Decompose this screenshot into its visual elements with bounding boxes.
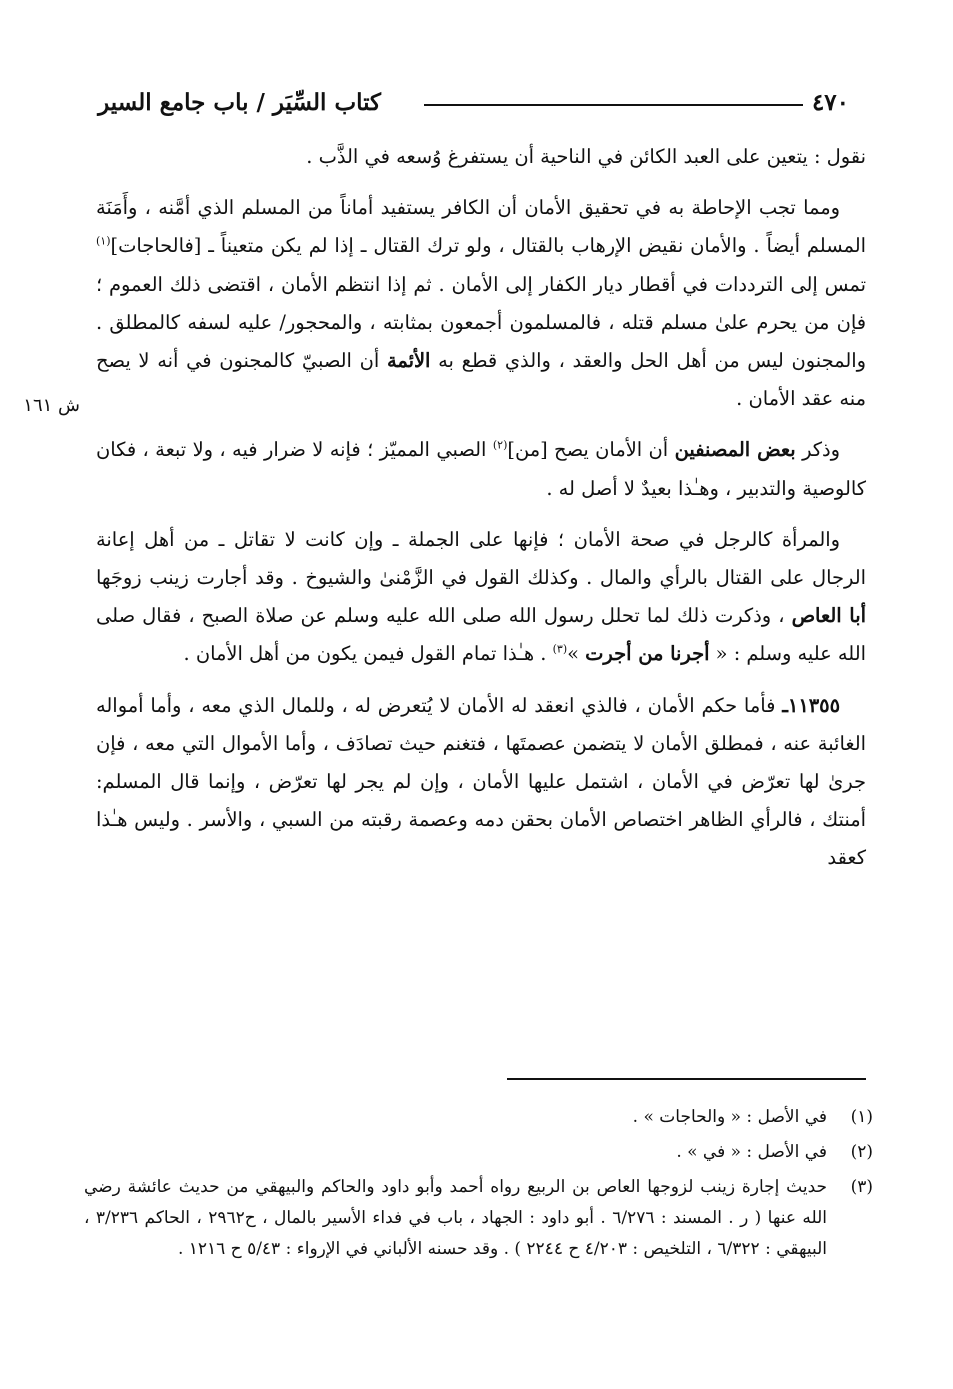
footnote-text: حديث إجارة زينب لزوجها العاص بن الربيع رواه أحمد وأبو داود والحاكم والبيهقي من حديث عائشة رضي الله عنها ( ر . المسند : ٦/٢٧٦ . أبو داود : الجهاد ، باب في فداء الأسير بالمال ، ح٢٩٦٢ ، الحاكم ٣/٢٣٦ ، البيهقي : ٦/٣٢٢ ، التلخيص : ٤/٢٠٣ ح ٢٢٤٤ ) . وقد حسنه الألباني في الإرواء : ٥/٤٣ ح ١٢١٦ .: [84, 1177, 828, 1259]
paragraph-5: [96, 687, 866, 878]
paragraph-2-text-a: ومما تجب الإحاطة به في تحقيق الأمان أن الكافر يستفيد أماناً من المسلم الذي أمَّنه ، وأَمَنَة المسلم أيضاً . والأمان نقيض الإرهاب بالقتال ، ولو ترك القتال ـ إذا لم يكن متعيناً ـ [فالحاجات]: [96, 196, 866, 258]
footnote-ref-3[interactable]: (٣): [552, 642, 568, 656]
page-number: ٤٧٠: [811, 89, 849, 116]
header-rule: [424, 104, 803, 106]
footnote-2: [84, 1137, 873, 1168]
footnote-text: في الأصل : « والحاجات » .: [632, 1107, 827, 1127]
footnote-number: (٣): [850, 1177, 873, 1197]
footnote-number: (١): [850, 1107, 873, 1127]
footnote-ref-1[interactable]: (١): [96, 234, 111, 248]
footnote-ref-2[interactable]: (٢): [492, 438, 508, 452]
paragraph-4-text-a: والمرأة كالرجل في صحة الأمان ؛ فإنها على الجملة ـ وإن كانت لا تقاتل ـ من أهل إعانة الرجال على القتال بالرأي والمال . وكذلك القول في الزَّمْنىٰ والشيوخ . وقد أجارت زينب زوجَها: [96, 527, 866, 590]
paragraph-4-bold-1: أبا العاص: [791, 604, 866, 628]
running-header: [84, 86, 849, 126]
paragraph-4-bold-2: أجرنا من أجرت: [585, 642, 710, 666]
paragraph-1: [96, 138, 866, 176]
paragraph-2-bold: الأئمة: [386, 349, 431, 373]
footnote-number: (٢): [850, 1142, 873, 1162]
paragraph-4: [96, 521, 866, 674]
header-title: كتاب السِّيَر / باب جامع السير: [98, 89, 381, 116]
main-text: [96, 138, 866, 891]
paragraph-4-text-d: . هـٰذا تمام القول فيمن يكون من أهل الأمان .: [183, 642, 553, 666]
paragraph-3-text-a: وذكر: [795, 438, 840, 462]
paragraph-5-text: فأما حكم الأمان ، فالذي انعقد له الأمان لا يُتعرض له ، وللمال الذي معه ، وأما أمواله الغائبة عنه ، فمطلق الأمان لا يتضمن عصمتَها ، فتغنم حيث تصادَف ، وأما الأموال التي معه ، فإن جرىٰ لها تعرّض في الأمان ، اشتمل عليها الأمان ، وإن لم يجر لها تعرّض ، وإنما قال المسلم: أمنتك ، فالرأي الظاهر اختصاص الأمان بحقن دمه وعصمة رقبته من السبي ، والأسر . وليس هـٰذا كعقد: [96, 693, 866, 870]
paragraph-2-text-b: تمس إلى الترددات في أقطار ديار الكفار إلى الأمان . ثم إذا انتظم الأمان ، اقتضى ذلك العموم ؛ فإن من يحرم علىٰ مسلم قتله ، فالمسلمون أجمعون بمثابته ، والمحجور/ عليه لسفه كالمطلق . والمجنون ليس من أهل الحل والعقد ، والذي قطع به: [96, 272, 866, 373]
paragraph-4-text-c: »: [567, 642, 586, 666]
section-number: ١١٣٥٥ـ: [782, 693, 840, 717]
paragraph-2: [96, 189, 866, 418]
paragraph-3: [96, 431, 866, 507]
paragraph-1-text: نقول : يتعين على العبد الكائن في الناحية أن يستفرغ وُسعه في الذَّب .: [306, 145, 866, 168]
paragraph-3-text-c: الصبي المميّز ؛ فإنه لا ضرار فيه ، ولا تبعة ، فكان كالوصية والتدبير ، وهـٰذا بعيدٌ لا أصل له .: [96, 438, 866, 500]
paragraph-3-text-b: أن الأمان يصح [من]: [507, 438, 675, 462]
footnotes: [84, 1102, 873, 1269]
paragraph-3-bold: بعض المصنفين: [674, 438, 796, 462]
paragraph-2-text-c: أن الصبيّ كالمجنون في أنه لا يصح منه عقد الأمان .: [96, 349, 866, 411]
footnote-3: [84, 1172, 873, 1265]
manuscript-folio-note: ش ١٦١: [23, 395, 80, 416]
footnote-text: في الأصل : « في » .: [676, 1142, 827, 1162]
paragraph-4-text-b: ، وذكرت ذلك لما تحلل رسول الله صلى الله عليه وسلم عن صلاة الصبح ، فقال صلى الله عليه وسلم : «: [96, 604, 866, 666]
footnote-separator: [507, 1078, 866, 1080]
footnote-1: [84, 1102, 873, 1133]
